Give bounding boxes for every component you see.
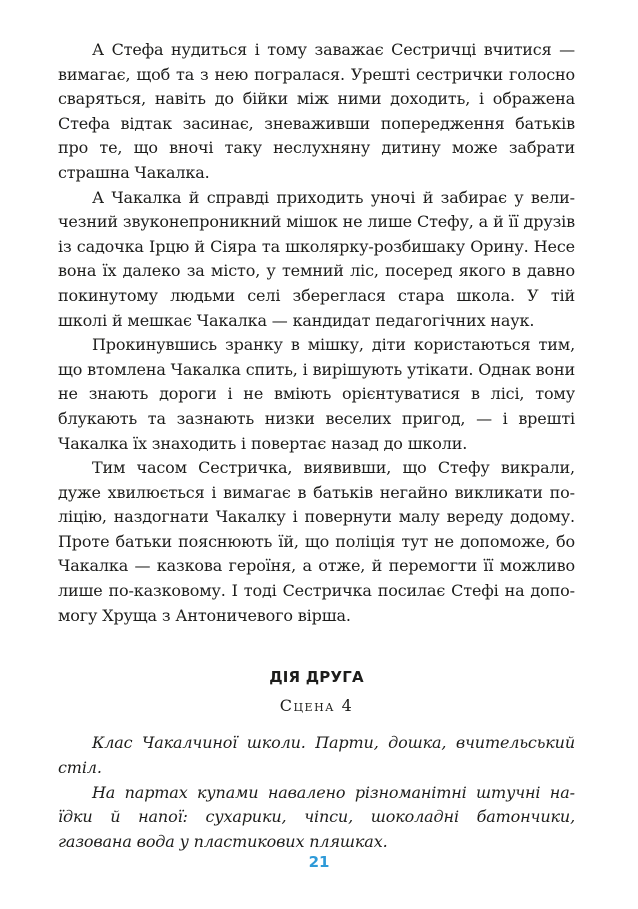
summary-paragraph-4: Тим часом Сестричка, виявивши, що Стефу викрали, дуже хвилюється і вимагає в батьків негайно викликати поліцію, наздогнати Чакалку і повернути малу вереду додому. Проте батьки пояснюють їй, що поліція тут не допоможе, бо Чакалка — казкова героїня, а отже, й перемогти її можливо лише по-казковому. І тоді Сестричка посилає Стефі на допомогу Хруща з Антоничевого вірша. (58, 458, 575, 625)
summary-paragraph-3: Прокинувшись зранку в мішку, діти користаються тим, що втомлена Чакалка спить, і вирішують утікати. Однак вони не знають дороги і не вміють орієнтуватися в лісі, тому блукають та зазнають низки веселих пригод, — і врешті Чакалка їх знаходить і повертає назад до школи. (58, 335, 575, 453)
scene-heading: Сцена 4 (279, 695, 354, 715)
stage-direction-2: На партах купами навалено різноманітні штучні наїдки й напої: сухарики, чіпси, шоколадні батончики, газована вода у пластикових пляшках. (58, 782, 575, 851)
stage-direction-1: Клас Чакалчиної школи. Парти, дошка, вчительський стіл. (58, 733, 575, 778)
act-heading: ДІЯ ДРУГА (269, 668, 364, 687)
summary-paragraph-2: А Чакалка й справді приходить уночі й забирає у величезний звуконепроникний мішок не лише Стефу, а й її друзів із садочка Ірцю й Сіяра та школярку-розбишаку Орину. Несе вона їх далеко за місто, у темний ліс, посеред якого в давно покинутому людьми селі збереглася стара школа. У тій школі й мешкає Чакалка — кандидат педагогічних наук. (58, 187, 575, 330)
page-text (58, 38, 575, 854)
page-number: 21 (308, 853, 330, 871)
summary-paragraph-1: А Стефа нудиться і тому заважає Сестричці вчитися — вимагає, щоб та з нею погралася. Урешті сестрички голосно сваряться, навіть до бійки між ними доходить, і ображена Стефа відтак засинає, зневаживши попередження батьків про те, що вночі таку неслухняну дитину може забрати страшна Чакалка. (58, 40, 575, 182)
